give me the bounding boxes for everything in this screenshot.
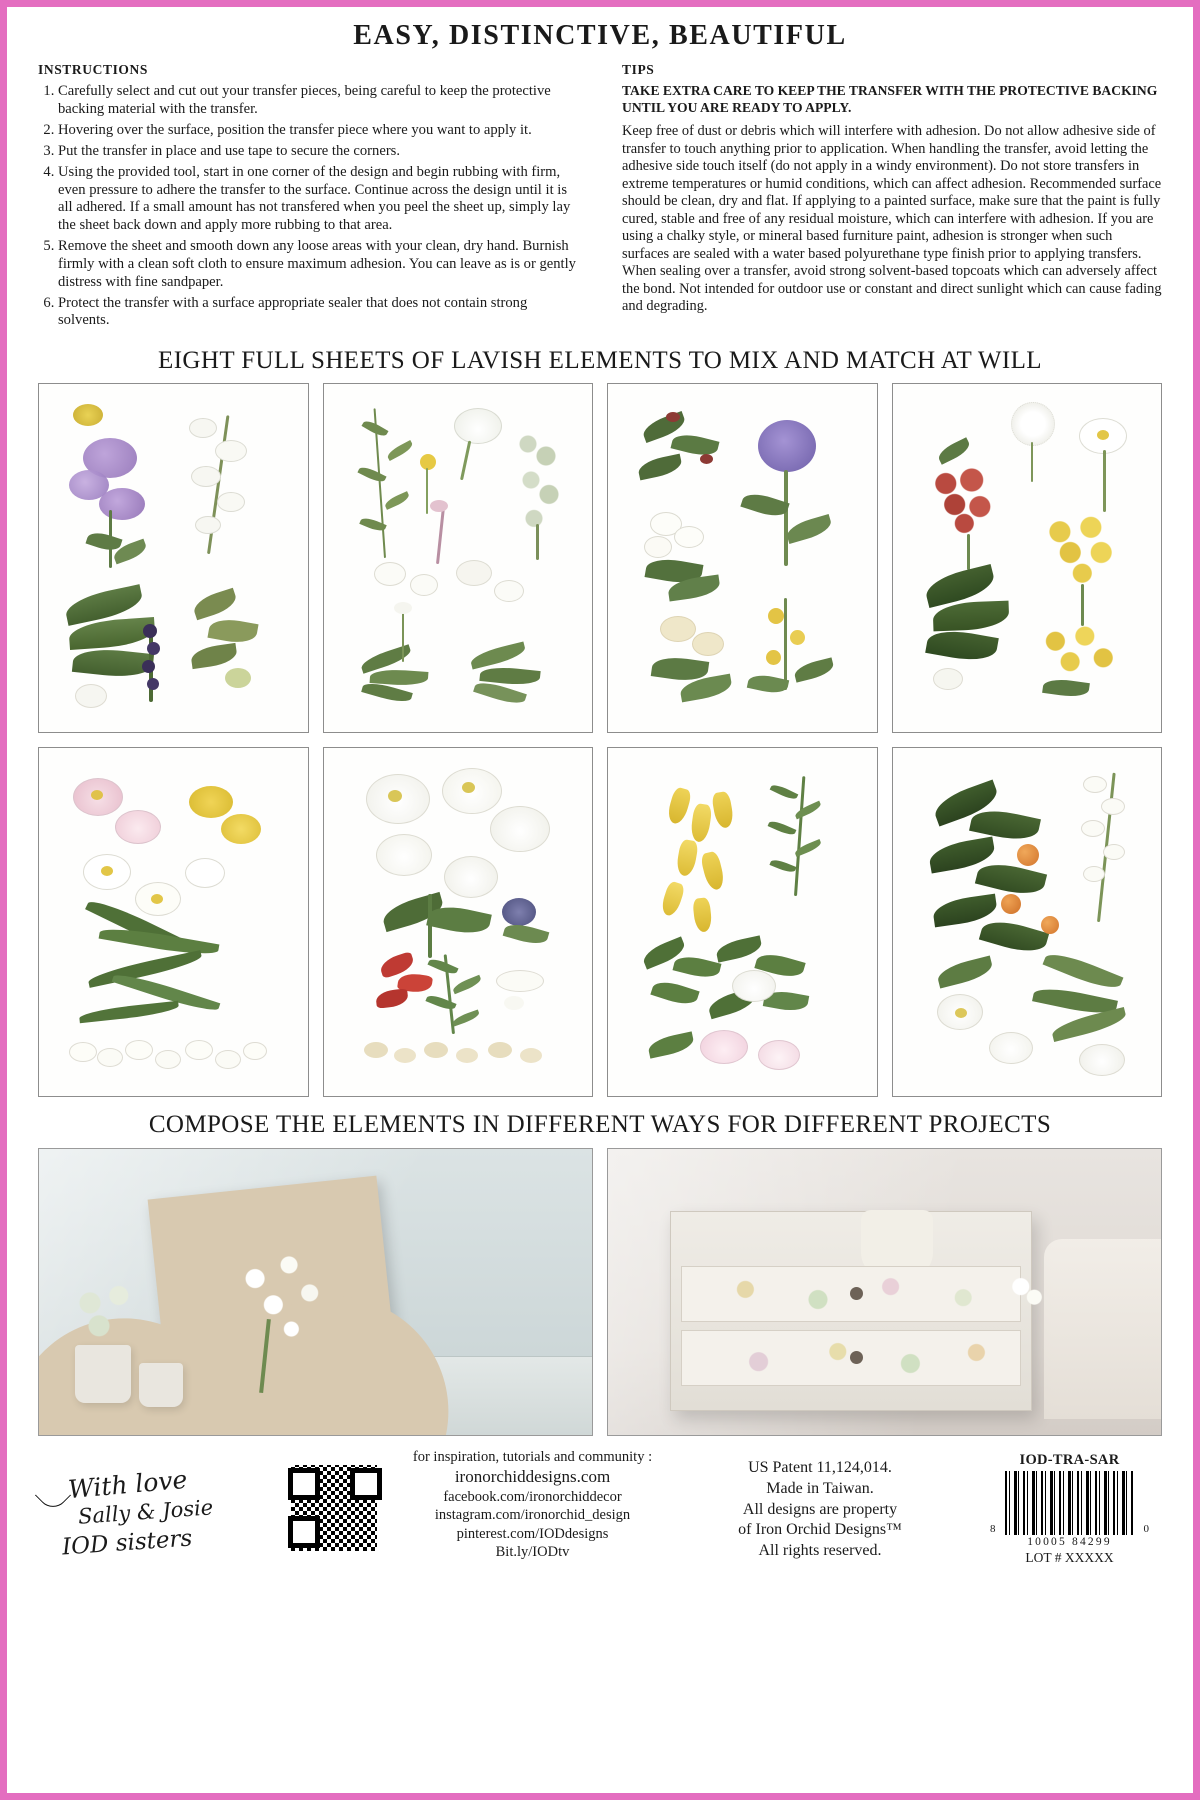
sheet-6-art xyxy=(324,748,593,1096)
qr-eye-top-left xyxy=(288,1468,320,1500)
sheet-4-art xyxy=(893,384,1162,732)
sheet-1 xyxy=(38,383,309,733)
text-columns xyxy=(38,62,1162,334)
instagram-link[interactable]: instagram.com/ironorchid_design xyxy=(434,1507,631,1524)
qr-code[interactable] xyxy=(280,1462,390,1568)
heart-floral-transfer xyxy=(230,1239,350,1350)
drawer-bottom xyxy=(681,1330,1021,1386)
sheet-grid xyxy=(38,383,1162,1097)
youtube-link[interactable]: Bit.ly/IODtv xyxy=(495,1544,570,1561)
rights-line-1: All designs are property xyxy=(742,1500,898,1518)
baby-breath-sprig xyxy=(1000,1269,1052,1313)
instruction-step: 4. Using the provided tool, start in one corner of the design and begin rubbing with firm, even pressure to adhere the transfer to the surface. Continue across the design until it is all adhered. If a small amount has not transfered when you peel the sheet up, simply lay the sheet back down and apply more rubbing to that area. xyxy=(58,164,578,235)
barcode-left-digit: 8 xyxy=(990,1523,996,1536)
website-link[interactable]: ironorchiddesigns.com xyxy=(454,1467,611,1487)
tips-emphasis: TAKE EXTRA CARE TO KEEP THE TRANSFER WITH THE PROTECTIVE BACKING UNTIL YOU ARE READY TO APPLY. xyxy=(622,83,1158,115)
legal-block xyxy=(675,1458,965,1568)
pot-right xyxy=(139,1363,183,1407)
sheet-3 xyxy=(607,383,878,733)
drawer-top-transfer xyxy=(686,1271,1016,1317)
tips-column xyxy=(622,62,1162,316)
sheet-2-art xyxy=(324,384,593,732)
sheet-1-art xyxy=(39,384,308,732)
sheet-7 xyxy=(607,747,878,1097)
community-intro: for inspiration, tutorials and community : xyxy=(412,1448,653,1465)
lot-number: LOT # XXXXX xyxy=(1025,1550,1114,1566)
photo-nightstand xyxy=(607,1148,1162,1436)
instruction-step: 5. Remove the sheet and smooth down any loose areas with your clean, dry hand. Burnish firmly with a clean soft cloth to ensure maximum adhesion. You can leave as is or gently distress with fine sandpaper. xyxy=(58,238,578,291)
sheet-2 xyxy=(323,383,594,733)
sheet-4 xyxy=(892,383,1163,733)
photo-heart xyxy=(38,1148,593,1436)
qr-eye-top-right xyxy=(350,1468,382,1500)
drawer-top xyxy=(681,1266,1021,1322)
project-photos xyxy=(38,1148,1162,1436)
signature-block xyxy=(38,1456,268,1568)
sheet-5-art xyxy=(39,748,308,1096)
rights-line-3: All rights reserved. xyxy=(758,1542,882,1560)
heart-icon xyxy=(35,1477,72,1514)
instruction-step: 1. Carefully select and cut out your transfer pieces, being careful to keep the protective backing material with the transfer. xyxy=(58,83,578,118)
sku-code: IOD-TRA-SAR xyxy=(1019,1452,1120,1469)
barcode-right-digit: 0 xyxy=(1143,1523,1149,1536)
instructions-heading: INSTRUCTIONS xyxy=(38,62,148,77)
signature-line-3: IOD sisters xyxy=(61,1525,194,1561)
patent-text: US Patent 11,124,014. xyxy=(748,1459,892,1477)
package-back-panel xyxy=(10,10,1190,1790)
sheets-banner: EIGHT FULL SHEETS OF LAVISH ELEMENTS TO MIX AND MATCH AT WILL xyxy=(158,346,1042,374)
drawer-bottom-transfer xyxy=(686,1335,1016,1381)
signature-line-2: Sally & Josie xyxy=(77,1495,214,1529)
rights-line-2: of Iron Orchid Designs™ xyxy=(738,1521,902,1539)
tips-heading: TIPS xyxy=(622,62,655,77)
compose-banner: COMPOSE THE ELEMENTS IN DIFFERENT WAYS FOR DIFFERENT PROJECTS xyxy=(148,1110,1052,1138)
barcode-block xyxy=(977,1452,1162,1568)
instruction-step: 3. Put the transfer in place and use tape to secure the corners. xyxy=(58,143,578,161)
bedding xyxy=(1044,1239,1162,1419)
signature-line-1: With love xyxy=(66,1464,189,1505)
plant-foliage xyxy=(63,1277,153,1351)
nightstand xyxy=(670,1211,1032,1411)
pinterest-link[interactable]: pinterest.com/IODdesigns xyxy=(456,1525,609,1542)
sheet-7-art xyxy=(608,748,877,1096)
page-title: EASY, DISTINCTIVE, BEAUTIFUL xyxy=(353,20,847,51)
instruction-step: 2. Hovering over the surface, position the transfer piece where you want to apply it. xyxy=(58,122,578,140)
facebook-link[interactable]: facebook.com/ironorchiddecor xyxy=(443,1488,622,1505)
instruction-step: 6. Protect the transfer with a surface appropriate sealer that does not contain strong solvents. xyxy=(58,295,578,330)
barcode-image xyxy=(999,1471,1141,1535)
community-links xyxy=(402,1448,663,1568)
pot-left xyxy=(75,1345,131,1403)
barcode-row xyxy=(977,1471,1162,1535)
sheet-8-art xyxy=(893,748,1162,1096)
qr-eye-bottom-left xyxy=(288,1516,320,1548)
made-in-text: Made in Taiwan. xyxy=(766,1479,874,1497)
tips-body: Keep free of dust or debris which will interfere with adhesion. Do not allow adhesive side of transfer to touch anything prior to application. When handling the transfer, avoid letting the adhesive side touch itself (do not apply in a windy environment). Do not store transfers in extreme temperatures or humid conditions, which can affect adhesion. Recommended surface should be clean, dry and flat. If applying to a painted surface, make sure that the paint is fully cured, stable and free of any residual moisture, which can interfere with adhesion. If you are using a chalky style, or mineral based furniture paint, adhesion is stronger when such surfaces are sealed with a water based polyurethane type finish prior to applying transfers. When sealing over a transfer, avoid strong solvent-based topcoats which can adversely affect the bond. Not intended for outdoor use or constant and direct sunlight which can cause fading and degrading. xyxy=(622,123,1162,315)
sheet-6 xyxy=(323,747,594,1097)
instructions-column xyxy=(38,62,578,334)
sheet-3-art xyxy=(608,384,877,732)
barcode-number: 10005 84299 xyxy=(1027,1536,1112,1549)
instructions-list xyxy=(38,83,578,330)
sheet-8 xyxy=(892,747,1163,1097)
footer xyxy=(38,1448,1162,1568)
sheet-5 xyxy=(38,747,309,1097)
